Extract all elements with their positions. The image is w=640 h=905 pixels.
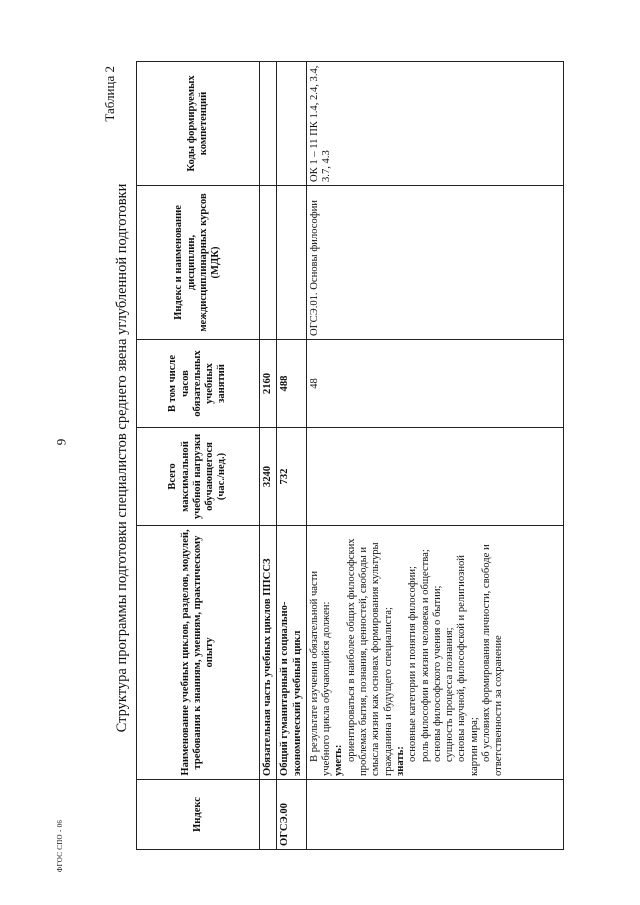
requirements-intro: В результате изучения обязательной части учебного цикла обучающийся должен: [308, 570, 333, 776]
knowledge-item: об условиях формирования личности, свободе и ответственности за сохранение [481, 544, 505, 776]
cell-name [306, 526, 563, 780]
cell-mandatory: 48 [306, 340, 563, 428]
header-total: Всего максимальной учебной нагрузки обучающегося (час./нед.) [137, 428, 260, 526]
skills-text: ориентироваться в наиболее общих философских проблемах бытия, познания, ценностей, свободы и смысла жизни как основах формирования культуры гражданина и будущего специалиста; [345, 538, 394, 776]
cell-index [306, 780, 563, 850]
skills-label: уметь: [333, 744, 345, 776]
page-title: Структура программы подготовки специалистов среднего звена углубленной подготовки [114, 183, 130, 733]
cell-codes [277, 62, 307, 186]
knowledge-item: роль философии в жизни человека и общества; [419, 549, 431, 762]
requirements-text [309, 529, 561, 776]
footer-document-code: ФГОС СПО - 06 [56, 819, 65, 873]
cell-discipline [260, 186, 277, 340]
knowledge-label: знать: [394, 746, 406, 776]
cell-total [306, 428, 563, 526]
cell-mandatory: 2160 [260, 340, 277, 428]
cell-codes [260, 62, 277, 186]
header-name: Наименование учебных циклов, разделов, модулей, требования к знаниям, умениям, практическому опыту [137, 526, 260, 780]
cell-discipline: ОГСЭ.01. Основы философии [306, 186, 563, 340]
header-discipline: Индекс и наименование дисциплин, междисциплинарных курсов (МДК) [137, 186, 260, 340]
header-codes: Коды формируемых компетенций [137, 62, 260, 186]
knowledge-item: основы философского учения о бытии; [431, 585, 443, 762]
knowledge-item: сущность процесса познания; [444, 627, 456, 762]
table-row [306, 62, 563, 850]
rotated-page-content [100, 58, 616, 858]
cell-discipline [277, 186, 307, 340]
table-row [260, 62, 277, 850]
page-number: 9 [53, 438, 69, 446]
cell-total: 732 [277, 428, 307, 526]
cell-name: Общий гуманитарный и социально-экономический учебный цикл [277, 526, 307, 780]
cell-index: ОГСЭ.00 [277, 780, 307, 850]
cell-name: Обязательная часть учебных циклов ППССЗ [260, 526, 277, 780]
table-header-row [137, 62, 260, 850]
cell-total: 3240 [260, 428, 277, 526]
header-mandatory: В том числе часов обязательных учебных занятий [137, 340, 260, 428]
header-index: Индекс [137, 780, 260, 850]
cell-codes: ОК 1 – 11 ПК 1.4, 2.4, 3.4, 3.7, 4.3 [306, 62, 563, 186]
cell-index [260, 780, 277, 850]
structure-table [136, 61, 564, 850]
table-label: Таблица 2 [102, 66, 117, 122]
knowledge-item: основы научной, философской и религиозной картин мира; [456, 555, 480, 776]
cell-mandatory: 488 [277, 340, 307, 428]
table-row [277, 62, 307, 850]
knowledge-item: основные категории и понятия философии; [407, 566, 419, 762]
